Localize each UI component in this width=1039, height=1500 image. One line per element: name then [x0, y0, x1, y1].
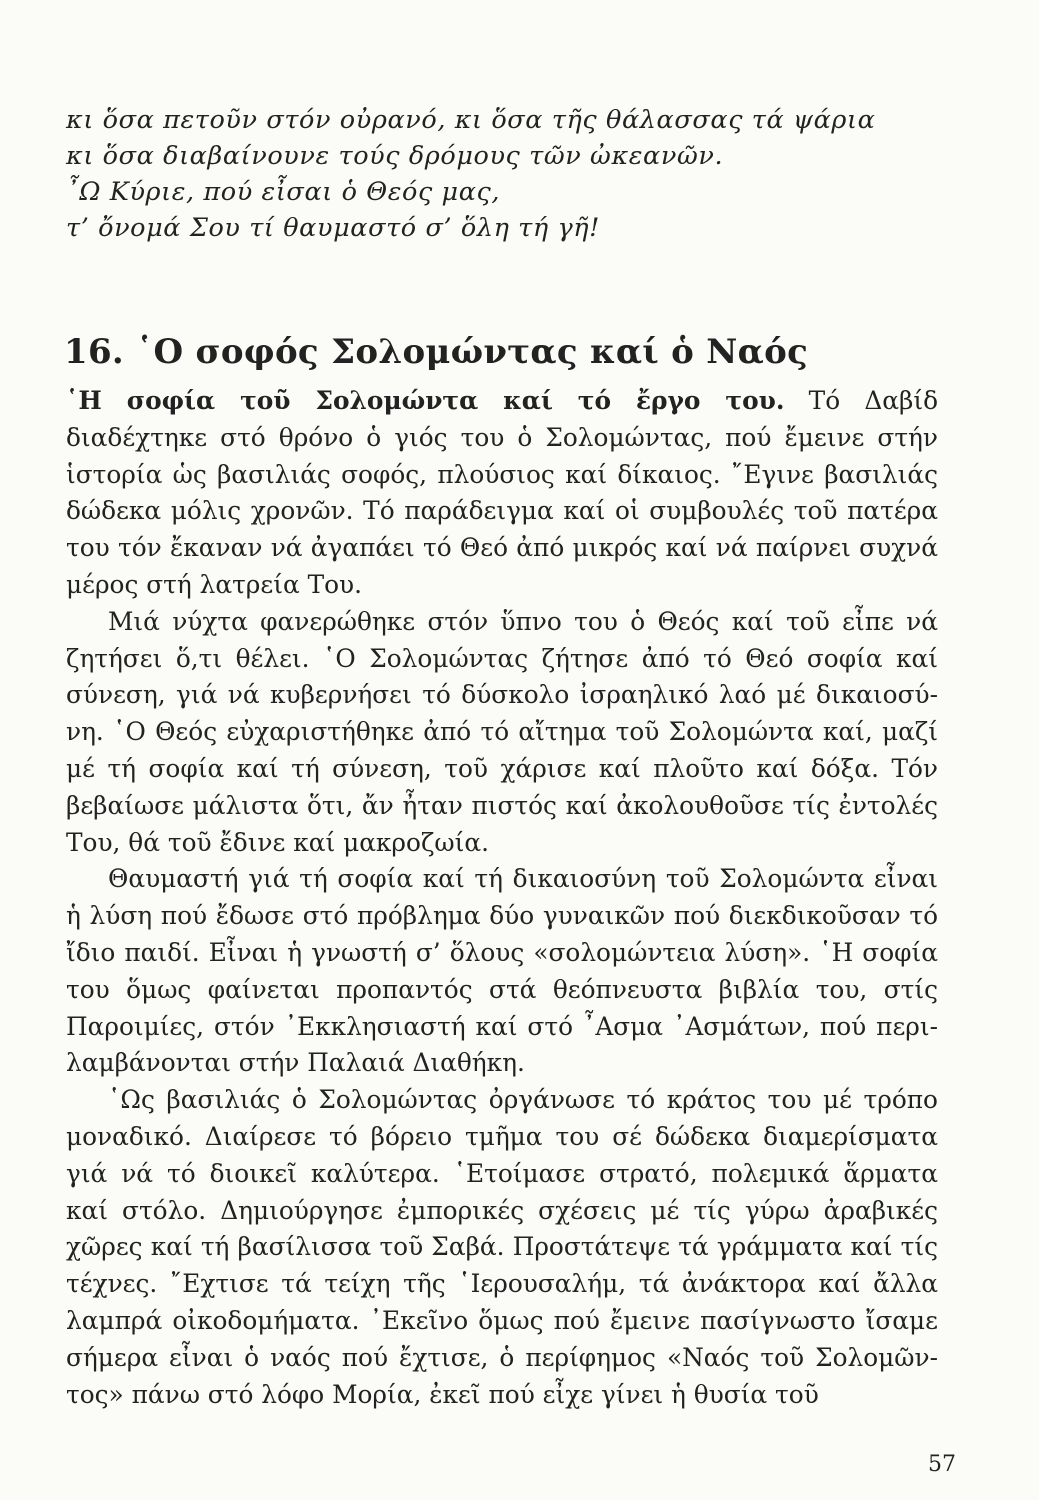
poem-line: τ’ ὄνομά Σου τί θαυμαστό σ’ ὅλη τή γῆ!: [66, 213, 601, 243]
paragraph-text: Τό Δαβίδ διαδέχτηκε στό θρόνο ὁ γιός του ὁ Σολομώντας, πού ἔμεινε στήν ἱστορία ὡς βασιλιάς σοφός, πλούσιος καί δίκαιος. ῎Εγινε βασιλιάς δώδεκα μόλις χρονῶν. Τό παράδειγμα καί οἱ συμβουλές τοῦ πατέρα του τόν ἔκαναν νά ἀγαπάει τό Θεό ἀπό μικρός καί νά παίρνει συχνά μέρος στή λατρεία Του.: [66, 386, 938, 599]
chapter-title: 16. ῾Ο σοφός Σολομώντας καί ὁ Ναός: [64, 332, 809, 372]
poem-line: κι ὅσα διαβαίνουνε τούς δρόμους τῶν ὠκεανῶν.: [66, 141, 724, 171]
paragraph-1: [66, 383, 938, 604]
section-heading: ῾Η σοφία τοῦ Σολομώντα καί τό ἔργο του.: [66, 386, 785, 415]
paragraph-3: Θαυμαστή γιά τή σοφία καί τή δικαιοσύνη τοῦ Σολομώντα εἶναι ἡ λύση πού ἔδωσε στό πρόβλημα δύο γυναικῶν πού διεκδικοῦσαν τό ἴδιο παιδί. Εἶναι ἡ γνωστή σ’ ὅλους «σολομώντεια λύση». ῾Η σοφία του ὅμως φαίνεται προπαντός στά θεόπνευστα βιβλία του, στίς Παροιμίες, στόν ᾿Εκκλησιαστή καί στό ῏Ασμα ᾿Ασμάτων, πού περιλαμβάνονται στήν Παλαιά Διαθήκη.: [66, 864, 938, 1078]
poem-line: κι ὅσα πετοῦν στόν οὐρανό, κι ὅσα τῆς θάλασσας τά ψάρια: [66, 105, 876, 135]
chapter-body: [66, 383, 938, 1413]
poem-excerpt: [66, 102, 926, 246]
poem-line: ῏Ω Κύριε, πού εἶσαι ὁ Θεός μας,: [66, 177, 501, 207]
paragraph-4: ῾Ως βασιλιάς ὁ Σολομώντας ὀργάνωσε τό κράτος του μέ τρόπο μοναδικό. Διαίρεσε τό βόρειο τμῆμα του σέ δώδεκα διαμερίσματα γιά νά τό διοικεῖ καλύτερα. ῾Ετοίμασε στρατό, πολεμικά ἅρματα καί στόλο. Δημιούργησε ἐμπορικές σχέσεις μέ τίς γύρω ἀραβικές χῶρες καί τή βασίλισσα τοῦ Σαβά. Προστάτεψε τά γράμματα καί τίς τέχνες. ῎Εχτισε τά τείχη τῆς ῾Ιερουσαλήμ, τά ἀνάκτορα καί ἄλλα λαμπρά οἰκοδομήματα. ᾿Εκεῖνο ὅμως πού ἔμεινε πασίγνωστο ἴσαμε σήμερα εἶναι ὁ ναός πού ἔχτισε, ὁ περίφημος «Ναός τοῦ Σολομῶντος» πάνω στό λόφο Μορία, ἐκεῖ πού εἶχε γίνει ἡ θυσία τοῦ: [66, 1085, 938, 1409]
page-number: 57: [928, 1452, 956, 1477]
paragraph-2: Μιά νύχτα φανερώθηκε στόν ὕπνο του ὁ Θεός καί τοῦ εἶπε νά ζητήσει ὅ,τι θέλει. ῾Ο Σολομώντας ζήτησε ἀπό τό Θεό σοφία καί σύνεση, γιά νά κυβερνήσει τό δύσκολο ἰσραηλικό λαό μέ δικαιοσύνη. ῾Ο Θεός εὐχαριστήθηκε ἀπό τό αἴτημα τοῦ Σολομώντα καί, μαζί μέ τή σοφία καί τή σύνεση, τοῦ χάρισε καί πλοῦτο καί δόξα. Τόν βεβαίωσε μάλιστα ὅτι, ἄν ἦταν πιστός καί ἀκολουθοῦσε τίς ἐντολές Του, θά τοῦ ἔδινε καί μακροζωία.: [66, 606, 938, 857]
